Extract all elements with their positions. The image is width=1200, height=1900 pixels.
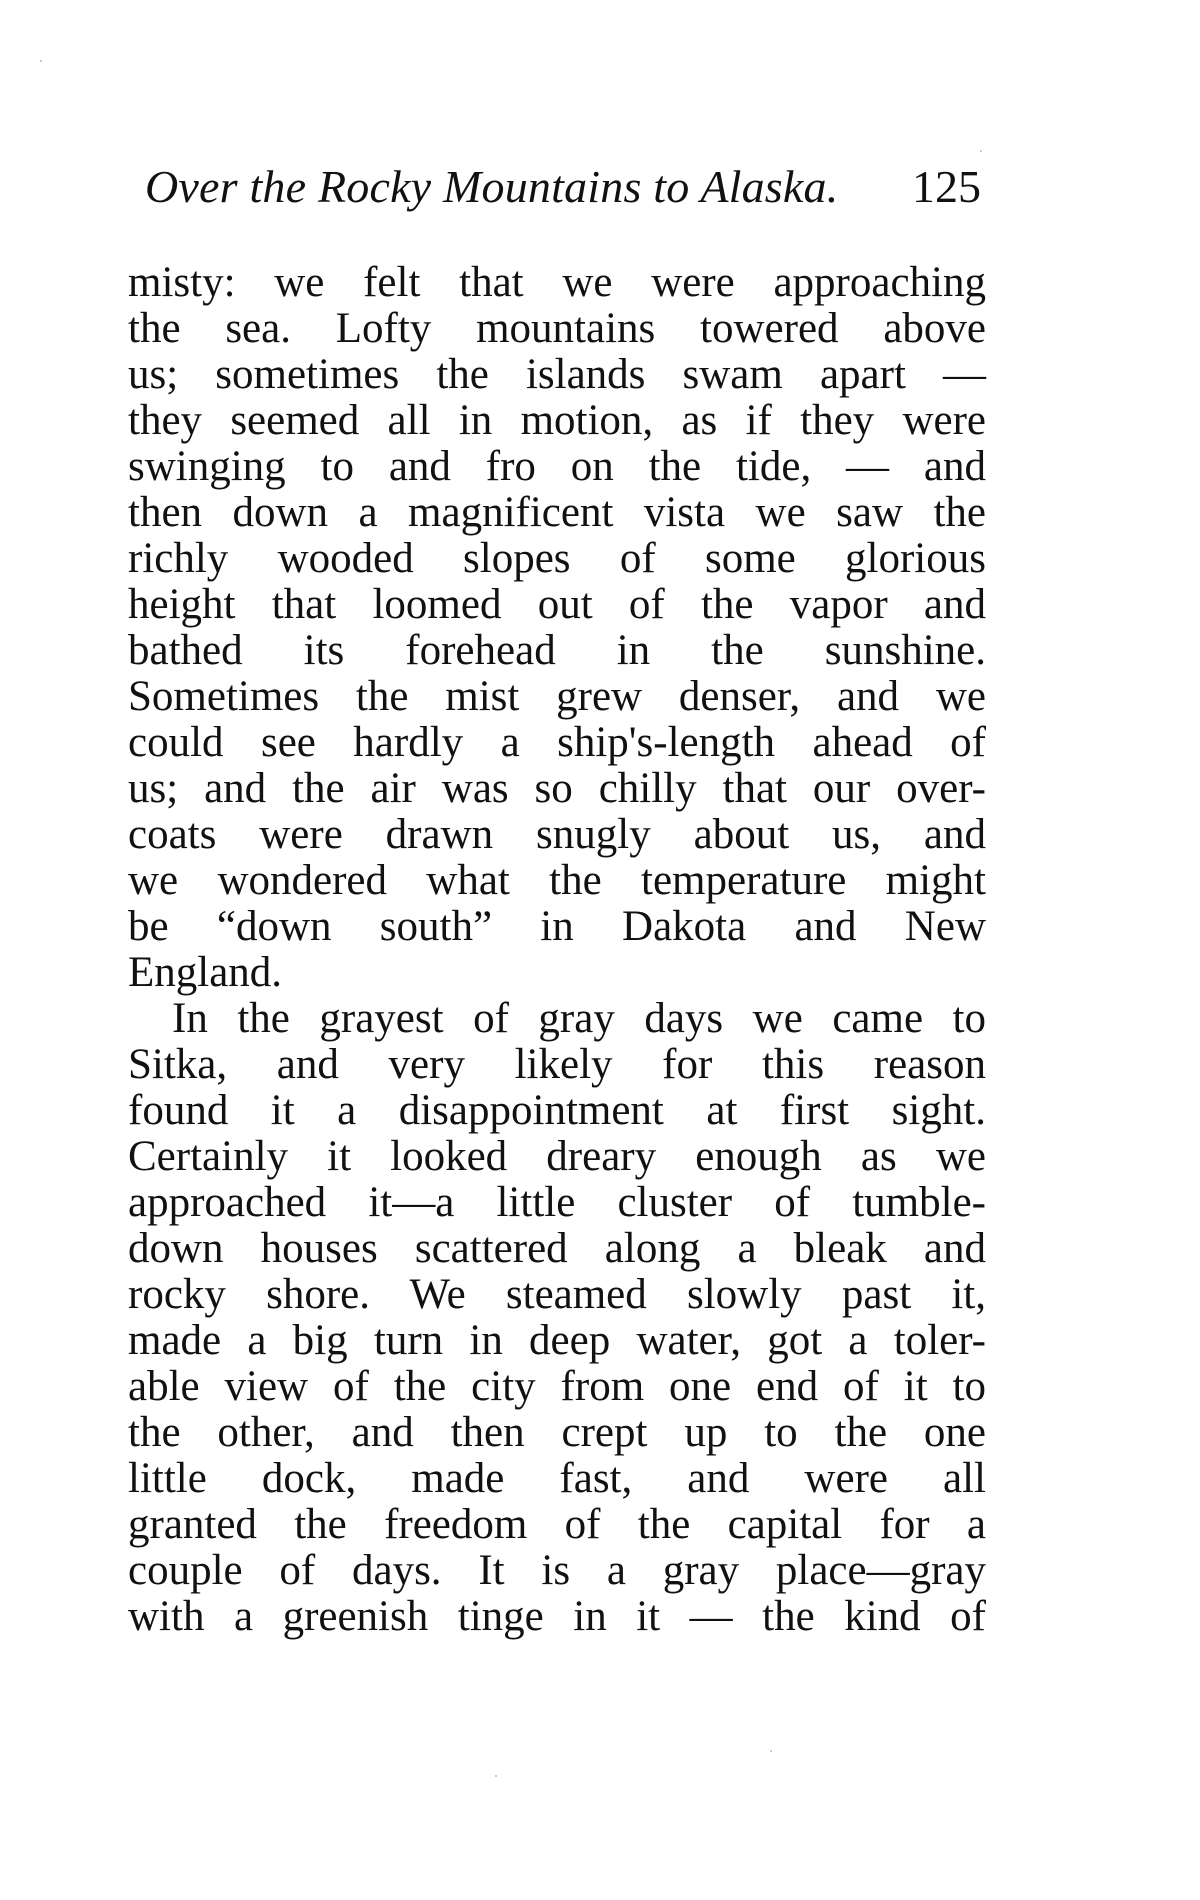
paper-speck — [495, 1775, 497, 1777]
paper-speck — [770, 1750, 772, 1752]
text-line: could see hardly a ship's-length ahead of — [128, 719, 986, 766]
text-line: Sitka, and very likely for this reason — [128, 1041, 986, 1088]
text-line: coats were drawn snugly about us, and — [128, 811, 986, 858]
running-header — [120, 160, 980, 220]
text-line: the sea. Lofty mountains towered above — [128, 305, 986, 352]
text-line: swinging to and fro on the tide, — and — [128, 443, 986, 490]
text-line: Sometimes the mist grew denser, and we — [128, 673, 986, 720]
text-line: height that loomed out of the vapor and — [128, 581, 986, 628]
text-line: be “down south” in Dakota and New — [128, 903, 986, 950]
text-line: England. — [128, 949, 283, 996]
text-line: bathed its forehead in the sunshine. — [128, 627, 986, 674]
text-line: little dock, made fast, and were all — [128, 1455, 986, 1502]
page-number: 125 — [912, 161, 981, 212]
text-line: us; sometimes the islands swam apart — — [128, 351, 986, 398]
running-title: Over the Rocky Mountains to Alaska. — [145, 161, 839, 212]
text-line: they seemed all in motion, as if they were — [128, 397, 986, 444]
text-line: made a big turn in deep water, got a toler- — [128, 1317, 986, 1364]
text-line: granted the freedom of the capital for a — [128, 1501, 986, 1548]
body-text — [128, 260, 986, 1640]
paragraph-start-line: In the grayest of gray days we came to — [172, 995, 986, 1042]
text-line: found it a disappointment at first sight. — [128, 1087, 986, 1134]
paper-speck — [40, 60, 42, 62]
text-line: approached it—a little cluster of tumble- — [128, 1179, 986, 1226]
text-line: we wondered what the temperature might — [128, 857, 986, 904]
text-line: able view of the city from one end of it to — [128, 1363, 986, 1410]
text-line: Certainly it looked dreary enough as we — [128, 1133, 986, 1180]
text-line: with a greenish tinge in it — the kind of — [128, 1593, 986, 1640]
text-line: rocky shore. We steamed slowly past it, — [128, 1271, 986, 1318]
text-line: richly wooded slopes of some glorious — [128, 535, 986, 582]
paper-speck — [980, 150, 982, 152]
text-line: then down a magnificent vista we saw the — [128, 489, 986, 536]
text-line: down houses scattered along a bleak and — [128, 1225, 986, 1272]
text-line: us; and the air was so chilly that our over- — [128, 765, 986, 812]
text-line: misty: we felt that we were approaching — [128, 259, 986, 306]
text-line: couple of days. It is a gray place—gray — [128, 1547, 986, 1594]
text-line: the other, and then crept up to the one — [128, 1409, 986, 1456]
